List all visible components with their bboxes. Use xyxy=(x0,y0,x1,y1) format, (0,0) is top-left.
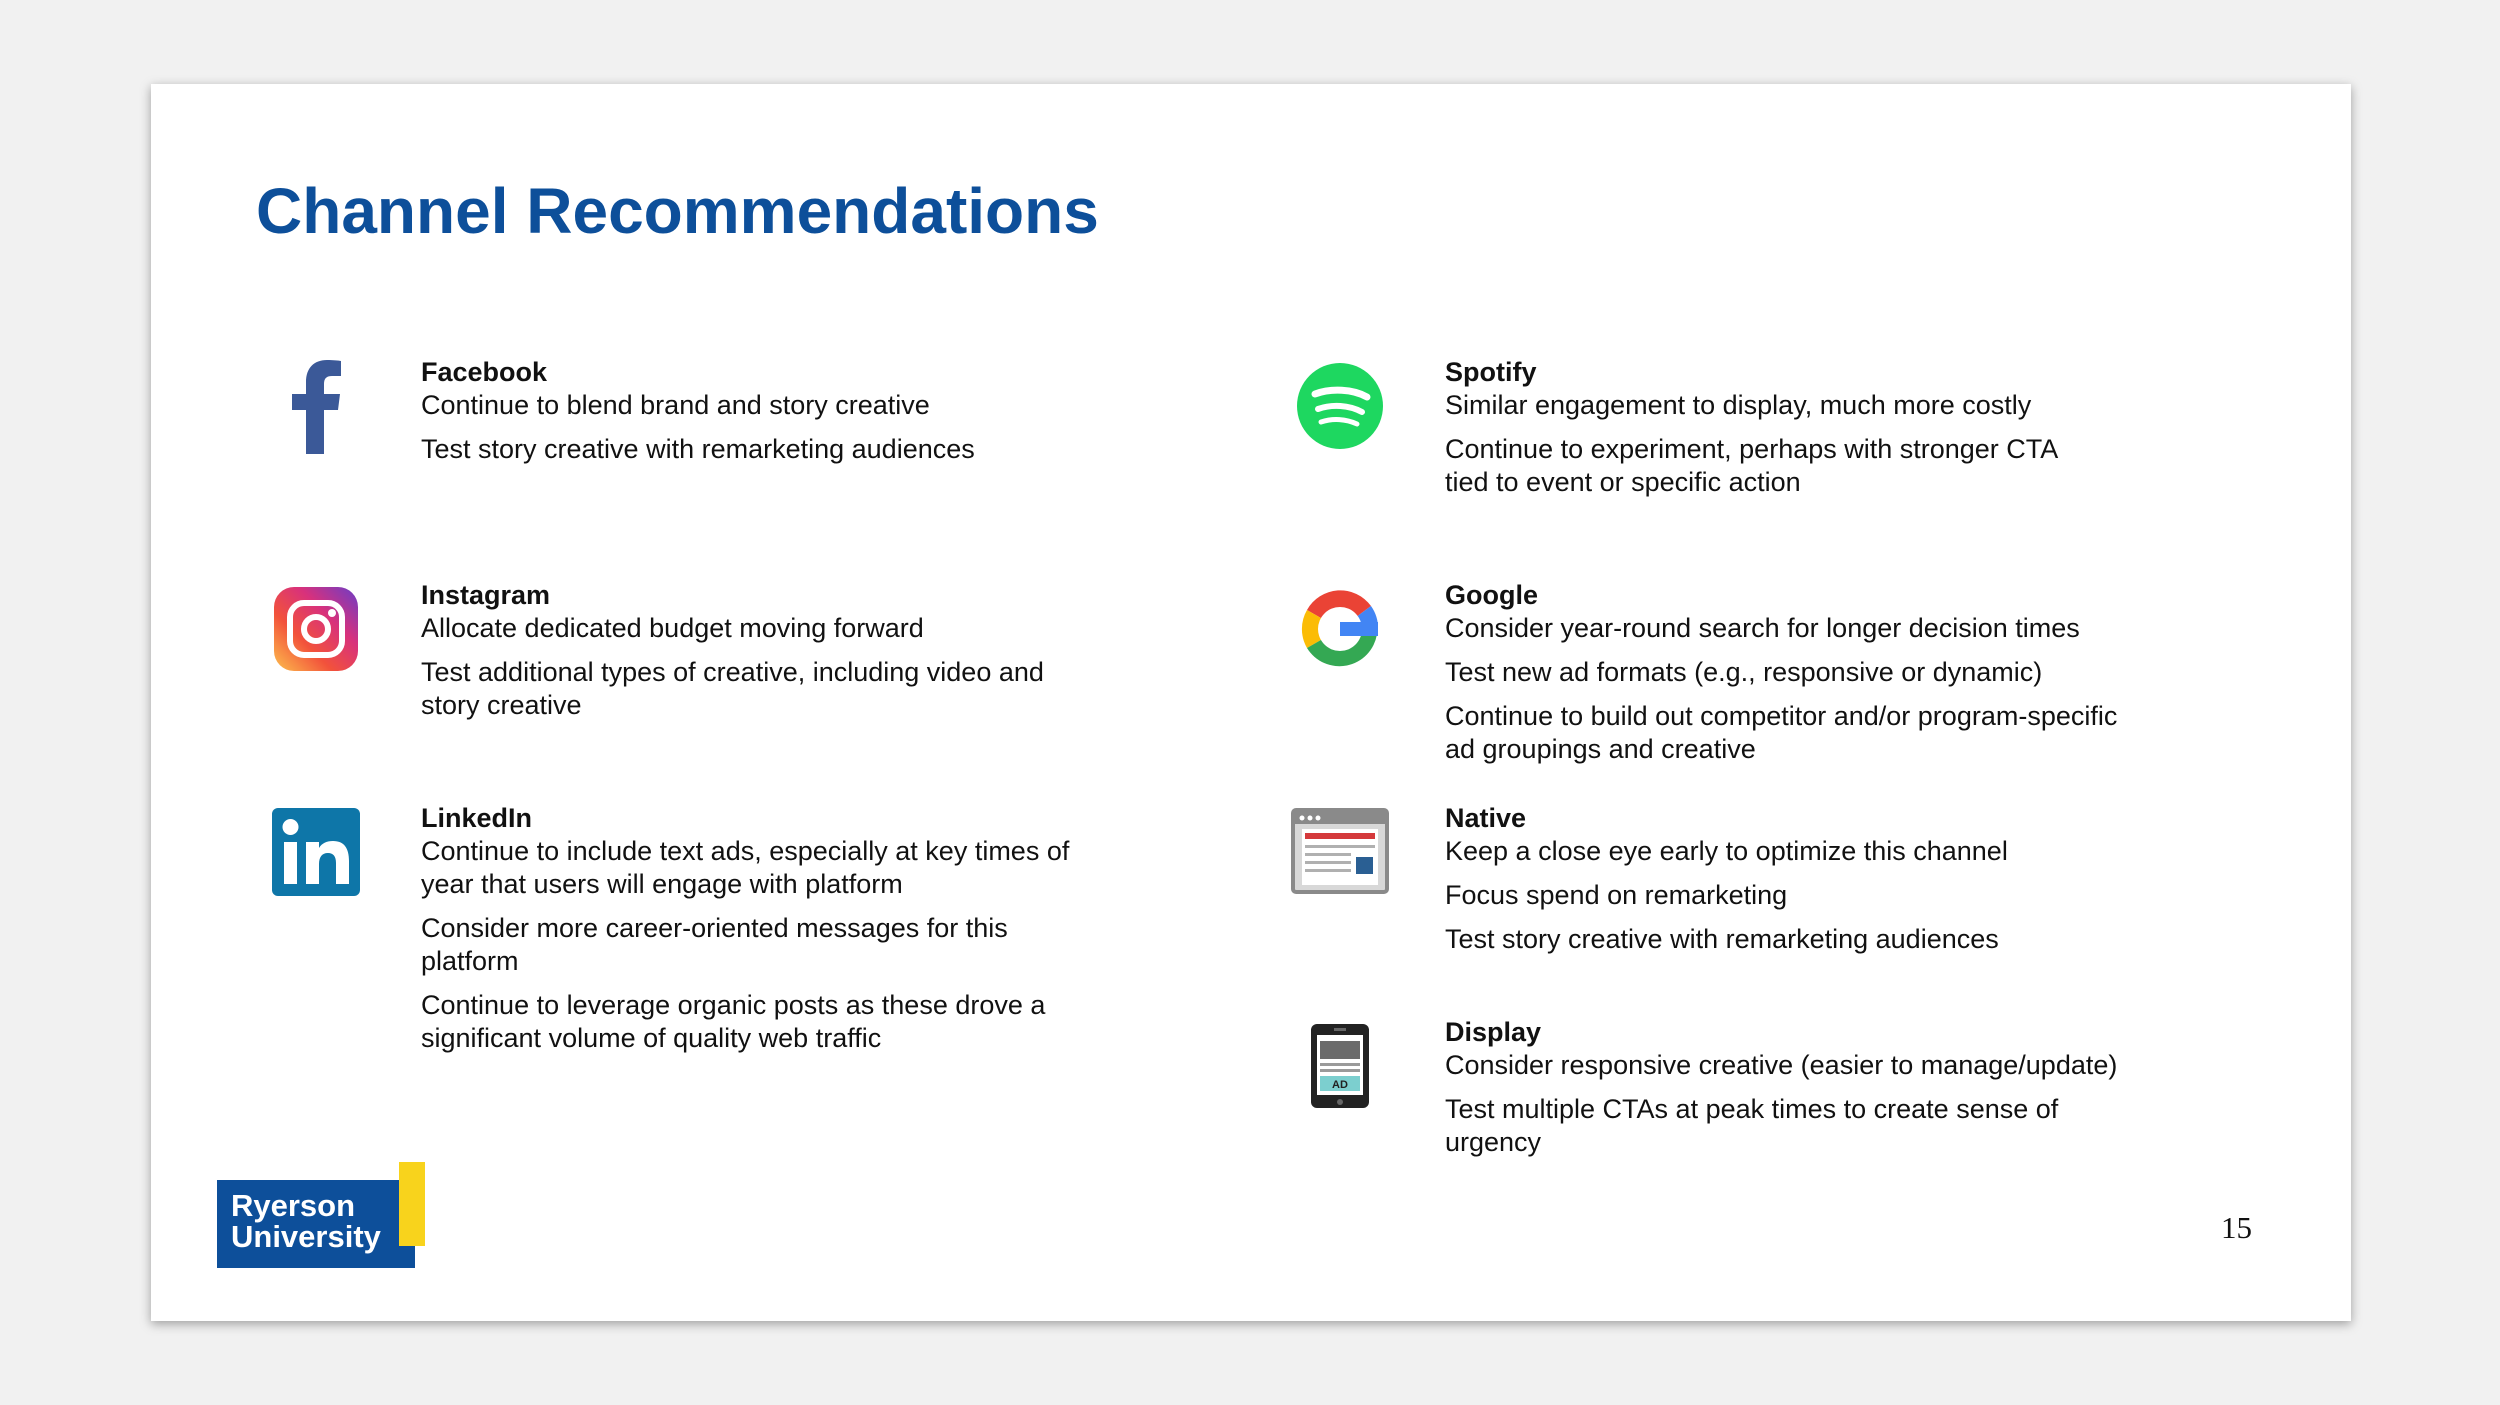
channel-name: LinkedIn xyxy=(421,803,533,833)
channel-point: Test new ad formats (e.g., responsive or dynamic) xyxy=(1445,657,2043,687)
channel-points xyxy=(1445,612,2165,766)
channel-point: Test additional types of creative, including video and story creative xyxy=(421,657,1044,720)
logo-line-1: Ryerson xyxy=(231,1188,356,1223)
channel-points xyxy=(1445,835,2165,956)
channel-point: Keep a close eye early to optimize this channel xyxy=(1445,836,2008,866)
channel-points xyxy=(421,389,1101,466)
channel-point: Consider more career-oriented messages for this platform xyxy=(421,913,1008,976)
native-ad-icon xyxy=(1290,802,1390,902)
channel-name: Google xyxy=(1445,580,1538,610)
linkedin-icon xyxy=(266,802,366,902)
display-ad-icon xyxy=(1290,1016,1390,1116)
spotify-icon xyxy=(1290,356,1390,456)
channel-point: Test story creative with remarketing audiences xyxy=(421,434,975,464)
slide xyxy=(151,84,2351,1321)
facebook-icon xyxy=(266,356,366,456)
channel-point: Allocate dedicated budget moving forward xyxy=(421,613,924,643)
channel-point: Similar engagement to display, much more costly xyxy=(1445,390,2032,420)
channel-instagram xyxy=(421,579,1101,733)
channel-name: Display xyxy=(1445,1017,1542,1047)
display-ad-label: AD xyxy=(1332,1079,1348,1091)
channel-points xyxy=(1445,1049,2165,1159)
slide-title: Channel Recommendations xyxy=(256,175,1099,247)
channel-spotify xyxy=(1445,356,2145,510)
channel-point: Consider year-round search for longer decision times xyxy=(1445,613,2080,643)
channel-name: Native xyxy=(1445,803,1527,833)
channel-point: Test story creative with remarketing audiences xyxy=(1445,924,1999,954)
page-number: 15 xyxy=(2221,1210,2252,1245)
channel-name: Instagram xyxy=(421,580,551,610)
channel-point: Test multiple CTAs at peak times to create sense of urgency xyxy=(1445,1094,2059,1157)
channel-name: Spotify xyxy=(1445,357,1537,387)
instagram-icon xyxy=(266,579,366,679)
channel-point: Continue to experiment, perhaps with stronger CTA tied to event or specific action xyxy=(1445,434,2057,497)
google-icon xyxy=(1290,579,1390,679)
channel-points xyxy=(421,835,1101,1055)
channel-google xyxy=(1445,579,2165,777)
channel-linkedin xyxy=(421,802,1101,1066)
channel-point: Continue to build out competitor and/or program-specific ad groupings and creative xyxy=(1445,701,2118,764)
channel-points xyxy=(1445,389,2145,499)
channel-name: Facebook xyxy=(421,357,548,387)
channel-points xyxy=(421,612,1101,722)
logo-yellow-bar xyxy=(399,1162,425,1246)
channel-display xyxy=(1332,1016,2165,1170)
channel-facebook xyxy=(421,356,1101,477)
logo-line-2: University xyxy=(231,1219,381,1254)
logo-text xyxy=(231,1190,381,1252)
ryerson-university-logo xyxy=(217,1162,429,1268)
channel-point: Continue to include text ads, especially at key times of year that users will engage with platform xyxy=(421,836,1070,899)
channel-point: Focus spend on remarketing xyxy=(1445,880,1788,910)
channel-point: Continue to blend brand and story creative xyxy=(421,390,930,420)
channel-point: Continue to leverage organic posts as these drove a significant volume of quality web traffic xyxy=(421,990,1046,1053)
channel-point: Consider responsive creative (easier to manage/update) xyxy=(1445,1050,2118,1080)
channel-native xyxy=(1445,802,2165,967)
